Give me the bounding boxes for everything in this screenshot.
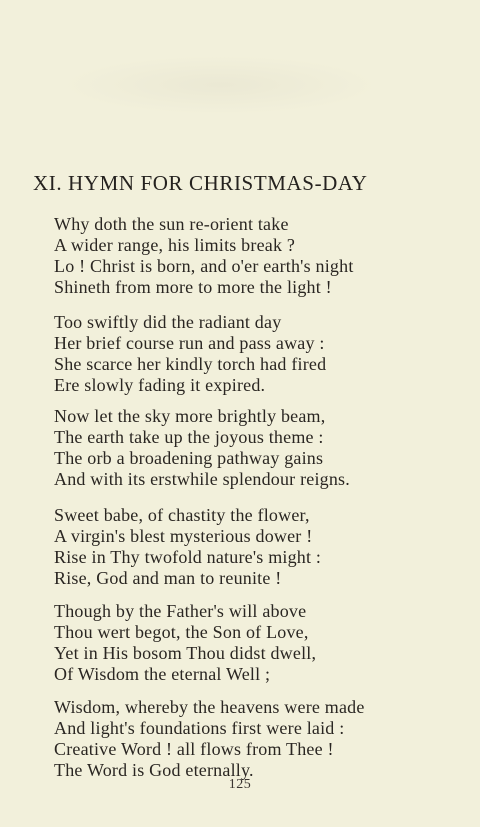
verse-line: Wisdom, whereby the heavens were made [54,697,365,717]
verse-line: And light's foundations first were laid : [54,718,345,738]
verse-line: Of Wisdom the eternal Well ; [54,664,271,684]
stanza-1 [54,214,354,298]
verse-line: Too swiftly did the radiant day [54,312,282,332]
verse-line: Lo ! Christ is born, and o'er earth's night [54,256,354,276]
verse-line: Shineth from more to more the light ! [54,277,332,297]
verse-line: Why doth the sun re-orient take [54,214,289,234]
verse-line: A virgin's blest mysterious dower ! [54,526,313,546]
verse-line: Sweet babe, of chastity the flower, [54,505,310,525]
bleed-through-shadow [60,55,380,115]
verse-line: Her brief course run and pass away : [54,333,325,353]
verse-line: Though by the Father's will above [54,601,307,621]
verse-line: And with its erstwhile splendour reigns. [54,469,350,489]
hymn-title: XI. HYMN FOR CHRISTMAS-DAY [33,171,368,195]
verse-line: Yet in His bosom Thou didst dwell, [54,643,317,663]
stanza-3 [54,406,350,490]
verse-line: Creative Word ! all flows from Thee ! [54,739,334,759]
verse-line: She scarce her kindly torch had fired [54,354,327,374]
verse-line: A wider range, his limits break ? [54,235,296,255]
verse-line: Thou wert begot, the Son of Love, [54,622,309,642]
stanza-4 [54,505,321,589]
verse-line: Ere slowly fading it expired. [54,375,266,395]
stanza-5 [54,601,316,685]
verse-line: The earth take up the joyous theme : [54,427,324,447]
verse-line: The orb a broadening pathway gains [54,448,324,468]
verse-line: The Word is God eternally. [54,760,254,780]
stanza-2 [54,312,326,396]
page-number: 125 [228,777,252,792]
stanza-6 [54,697,365,781]
verse-line: Rise in Thy twofold nature's might : [54,547,322,567]
verse-line: Now let the sky more brightly beam, [54,406,326,426]
verse-line: Rise, God and man to reunite ! [54,568,282,588]
